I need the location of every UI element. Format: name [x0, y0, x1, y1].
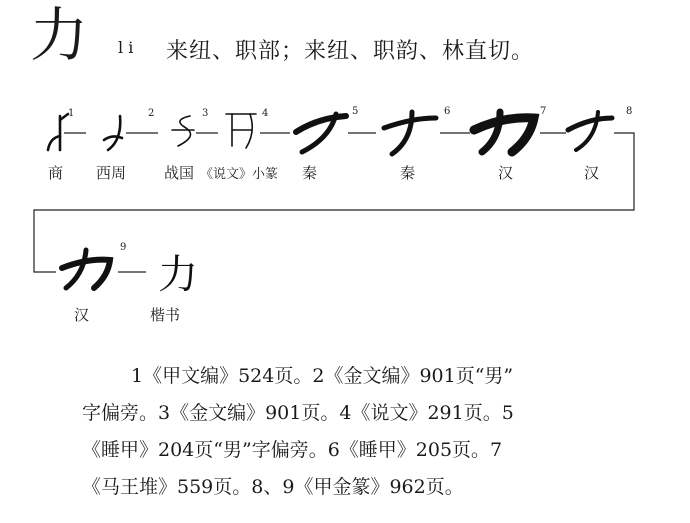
label-han-1: 汉 — [498, 164, 514, 182]
stage-number-5: 5 — [352, 106, 359, 117]
phonetic-mark: l i — [118, 38, 134, 57]
glyph-warring-states — [172, 116, 194, 146]
glyph-kaishu: 力 — [158, 252, 198, 298]
glyph-shang — [48, 114, 68, 150]
source-note-line-3: 《睡甲》204页“男”字偏旁。6《睡甲》205页。7 — [82, 439, 503, 461]
stage-number-6: 6 — [444, 106, 451, 117]
stage-number-4: 4 — [262, 108, 269, 119]
stage-number-1: 1 — [68, 108, 75, 119]
stage-number-9: 9 — [120, 242, 127, 253]
headword-character: 力 — [30, 1, 89, 69]
glyph-han-1 — [474, 112, 534, 152]
source-note-line-2: 字偏旁。3《金文编》901页。4《说文》291页。5 — [82, 402, 514, 424]
label-han-3: 汉 — [74, 306, 90, 324]
label-han-2: 汉 — [584, 164, 600, 182]
stage-number-3: 3 — [202, 108, 209, 119]
pronunciation-line: 来纽、职部；来纽、职韵、林直切。 — [166, 39, 535, 64]
glyph-qin-2 — [384, 112, 436, 154]
stage-number-2: 2 — [148, 108, 155, 119]
label-western-zhou: 西周 — [96, 164, 127, 182]
stage-number-8: 8 — [626, 106, 633, 117]
glyph-han-3 — [62, 250, 110, 288]
glyph-seal — [226, 114, 256, 148]
label-shuowen: 《说文》小篆 — [200, 167, 279, 182]
label-warring-states: 战国 — [164, 164, 195, 182]
label-shang: 商 — [48, 164, 64, 182]
source-note-line-4: 《马王堆》559页。8、9《甲金篆》962页。 — [82, 476, 464, 498]
glyph-han-2 — [568, 112, 612, 150]
glyph-western-zhou — [104, 116, 122, 150]
label-kaishu: 楷书 — [150, 306, 181, 324]
source-note-line-1: 1《甲文编》524页。2《金文编》901页“男” — [131, 365, 514, 387]
label-qin-2: 秦 — [400, 164, 416, 182]
glyph-qin-1 — [296, 114, 346, 152]
label-qin-1: 秦 — [302, 164, 318, 182]
stage-number-7: 7 — [540, 106, 547, 117]
